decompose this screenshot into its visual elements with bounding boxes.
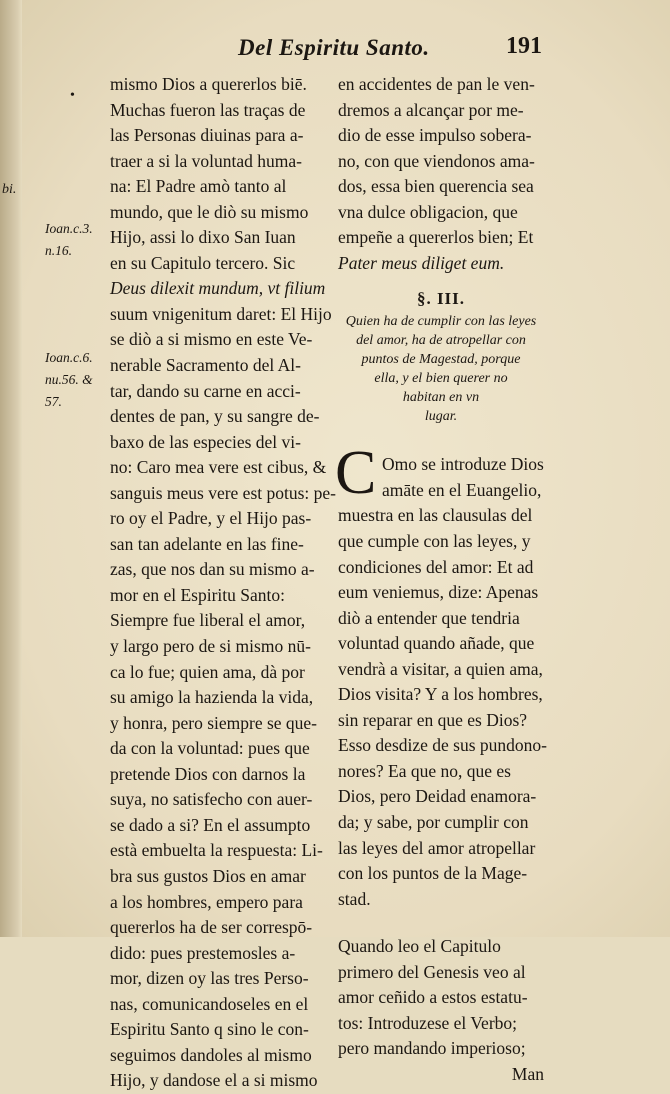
section-subtitle-line: del amor, ha de atropellar con [356,333,526,349]
facing-page-fragment: bi. [2,182,17,197]
chapter-opening [335,439,544,508]
catchword: Man [511,1063,544,1084]
text-line: Quando leo el Capitulo [338,936,501,957]
text-line: que cumple con las leyes, y [338,531,531,552]
text-line: en su Capitulo tercero. Sic [110,252,296,273]
text-line: Muchas fueron las traças de [110,99,306,120]
text-line: dremos a alcançar por me- [338,99,524,120]
text-line: quererlos ha de ser correspō- [110,917,313,938]
text-line: su amigo la hazienda la vida, [110,687,314,708]
text-line: empeñe a quererlos bien; Et [338,227,534,248]
text-line: suum vnigenitum daret: El Hijo [110,303,332,324]
text-line: ca lo fue; quien ama, dà por [110,661,305,682]
text-line: sin reparar en que es Dios? [338,709,528,730]
section-subtitle-line: lugar. [424,409,458,425]
section-subtitle-line: ella, y el bien querer no [374,371,508,387]
text-line: con los puntos de la Mage- [338,863,528,884]
text-line: mismo Dios a quererlos biē. [110,74,307,94]
section-subtitle-line: habitan en vn [402,390,480,406]
paragraph-gap [338,912,544,934]
margin-note-ioan-6: Ioan.c.6. nu.56. & 57. [45,350,93,409]
text-line: diò a entender que tendria [338,607,520,628]
text-line: nerable Sacramento del Al- [110,355,301,376]
text-line: Hijo, assi lo dixo San Iuan [110,227,296,248]
opening-line-1: Omo se introduze Dios [382,454,544,475]
text-line: suya, no satisfecho con auer- [110,789,313,810]
text-line: eum veniemus, dize: Apenas [338,582,539,603]
text-line: vendrà a visitar, a quien ama, [338,658,543,679]
text-line: stad. [338,888,371,909]
text-line: san tan adelante en las fine- [110,533,304,554]
text-line: no, con que viendonos ama- [338,150,535,171]
section-subtitle-line: Quien ha de cumplir con las leyes [345,314,537,330]
text-line: primero del Genesis veo al [338,961,526,982]
text-line: dio de esse impulso sobera- [338,125,532,146]
text-line: Deus dilexit mundum, vt filium [110,278,326,299]
text-line: Dios visita? Y a los hombres, [338,684,543,705]
section-subtitle [338,312,544,426]
text-line: y largo pero de si mismo nū- [110,636,311,657]
text-line: Dios, pero Deidad enamora- [338,786,537,807]
text-line: Siempre fue liberal el amor, [110,610,306,631]
text-line: dos, essa bien querencia sea [338,176,534,197]
text-line: dentes de pan, y su sangre de- [110,406,320,427]
text-line: na: El Padre amò tanto al [110,176,287,197]
text-line: vna dulce obligacion, que [338,201,518,222]
text-line: amor ceñido a estos estatu- [338,987,528,1008]
text-line: nores? Ea que no, que es [338,760,511,781]
text-line: a los hombres, empero para [110,891,303,912]
right-column-top-text [338,72,544,276]
text-line: da con la voluntad: pues que [110,738,310,759]
text-line: baxo de las especies del vi- [110,431,301,452]
text-line: voluntad quando añade, que [338,633,535,654]
text-line: mor en el Espiritu Santo: [110,584,285,605]
text-line: en accidentes de pan le ven- [338,74,535,94]
text-line: està embuelta la respuesta: Li- [110,840,323,861]
bullet-mark-icon: • [70,88,75,103]
page-number: 191 [506,33,542,59]
binding-gutter [0,0,22,937]
text-line: tar, dando su carne en acci- [110,380,301,401]
text-line: da; y sabe, por cumplir con [338,812,529,833]
text-line: bra sus gustos Dios en amar [110,865,306,886]
text-line: dido: pues prestemosles a- [110,942,296,963]
text-line: Esso desdize de sus pundono- [338,735,548,756]
opening-line-2: amāte en el Euangelio, [382,479,542,500]
text-line: nas, comunicandoseles en el [110,993,309,1014]
right-column-bottom-text [338,503,548,1061]
text-line: Espiritu Santo q sino le con- [110,1019,309,1040]
text-line: y honra, pero siempre se que- [110,712,318,733]
text-line: mundo, que le diò su mismo [110,201,309,222]
text-line: Pater meus diliget eum. [338,252,505,273]
text-line: Hijo, y dandose el a si mismo [110,1070,318,1091]
text-line: traer a si la voluntad huma- [110,150,302,171]
text-line: no: Caro mea vere est cibus, & [110,457,327,478]
section-subtitle-line: puntos de Magestad, porque [361,352,521,368]
text-line: seguimos dandoles al mismo [110,1044,312,1065]
text-line: sanguis meus vere est potus: pe- [110,482,336,503]
running-title: Del Espiritu Santo. [238,35,430,60]
text-line: tos: Introduzese el Verbo; [338,1012,518,1033]
text-line: zas, que nos dan su mismo a- [110,559,315,580]
text-line: se diò a si mismo en este Ve- [110,329,313,350]
text-line: pero mandando imperioso; [338,1038,526,1059]
text-line: mor, dizen oy las tres Perso- [110,968,309,989]
section-title: §. III. [416,289,466,309]
margin-note-ioan-3: Ioan.c.3. n.16. [45,221,93,258]
section-heading [338,286,544,426]
text-line: pretende Dios con darnos la [110,763,306,784]
text-line: ro oy el Padre, y el Hijo pas- [110,508,312,529]
text-line: las Personas diuinas para a- [110,125,304,146]
text-line: muestra en las clausulas del [338,505,533,526]
left-text-column [110,72,336,1094]
drop-cap: C [335,439,377,508]
text-line: se dado a si? En el assumpto [110,814,311,835]
right-text-column [335,72,548,1086]
text-line: las leyes del amor atropellar [338,837,536,858]
text-line: condiciones del amor: Et ad [338,556,534,577]
